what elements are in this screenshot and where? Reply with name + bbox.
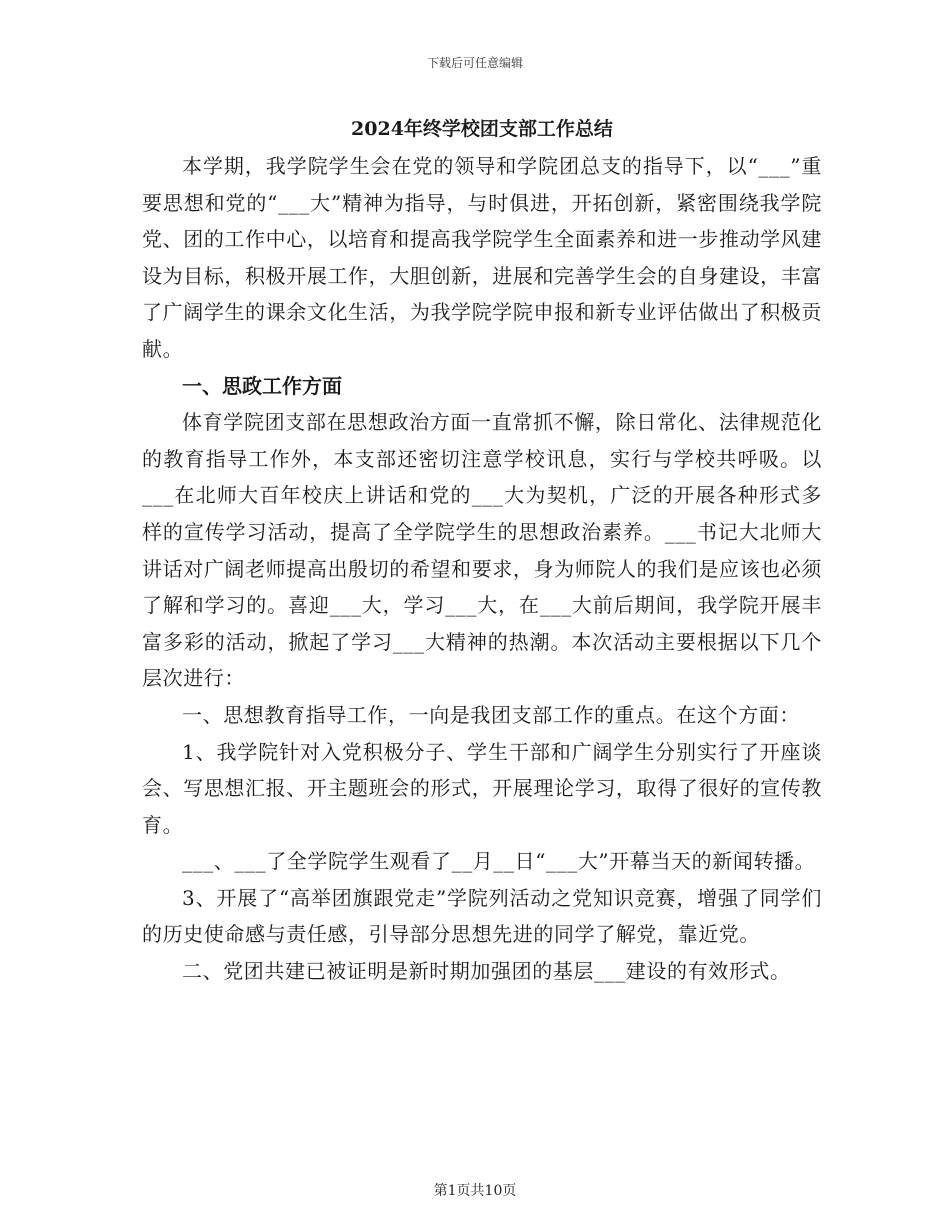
header-note: 下载后可任意编辑 [426, 56, 523, 70]
paragraph-item-3: 3、开展了“高举团旗跟党走”学院列活动之党知识竞赛，增强了同学们的历史使命感与责任感，引导部分思想先进的同学了解党，靠近党。 [142, 885, 822, 947]
section-heading-ideology: 一、思政工作方面 [182, 373, 342, 398]
document-title: 2024年终学校团支部工作总结 [351, 118, 613, 140]
paragraph-intro: 本学期，我学院学生会在党的领导和学院团总支的指导下，以“___”重要思想和党的“___大”精神为指导，与时俱进，开拓创新，紧密围绕我学院党、团的工作中心，以培育和提高我学院学生全面素养和进一步推动学风建设为目标，积极开展工作，大胆创新，进展和完善学生会的自身建设，丰富了广阔学生的课余文化生活，为我学院学院申报和新专业评估做出了积极贡献。 [142, 154, 822, 361]
document-body [142, 112, 822, 990]
paragraph-item-1: 1、我学院针对入党积极分子、学生干部和广阔学生分别实行了开座谈会、写思想汇报、开主题班会的形式，开展理论学习，取得了很好的宣传教育。 [142, 739, 822, 837]
paragraph-education: 一、思想教育指导工作，一向是我团支部工作的重点。在这个方面： [182, 702, 800, 727]
paragraph-ideology: 体育学院团支部在思想政治方面一直常抓不懈，除日常化、法律规范化的教育指导工作外，本支部还密切注意学校讯息，实行与学校共呼吸。以___在北师大百年校庆上讲话和党的___大为契机，广泛的开展各种形式多样的宣传学习活动，提高了全学院学生的思想政治素养。___书记大北师大讲话对广阔老师提高出殷切的希望和要求，身为师院人的我们是应该也必须了解和学习的。喜迎___大，学习___大，在___大前后期间，我学院开展丰富多彩的活动，掀起了学习___大精神的热潮。本次活动主要根据以下几个层次进行： [142, 410, 822, 691]
paragraph-party-league: 二、党团共建已被证明是新时期加强团的基层___建设的有效形式。 [182, 959, 791, 984]
paragraph-item-2: ___、___了全学院学生观看了__月__日“___大”开幕当天的新闻转播。 [182, 849, 816, 874]
page-footer: 第1页共10页 [433, 1183, 517, 1199]
